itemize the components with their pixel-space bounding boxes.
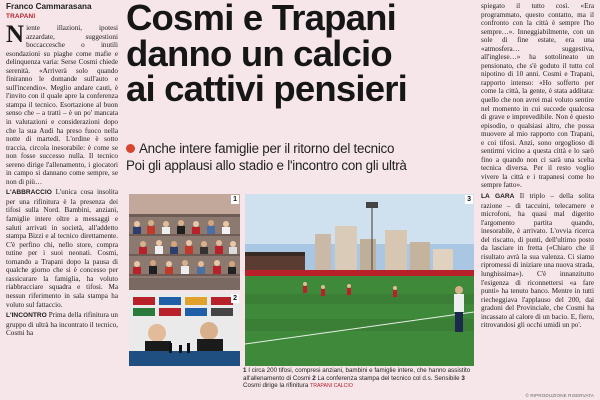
photo-number-3: 3 [467,196,471,203]
photo-caption: 1 I circa 200 tifosi, compresi anziani, bambini e famiglie intere, che hanno assistito all'allenamento di Cosmi 2 La conferenza stampa del tecnico col d.s. Sensibile 3 Cosmi dirige la rifinitura TRAPANI CALCIO [243,367,471,390]
left-column [6,2,118,398]
subheadline [126,141,476,174]
headline-line-3: ai cattivi pensieri [126,68,407,109]
paragraph-continued: spiegato il tutto così. «Era programmato, questo contatto, ma il confronto con la città è sempre l'ho sempre…». Inneggiabilmente, con un sole di fine estate, era una «atmosfera… suggestiva, all'inglese…» ha sottolineato un pensionato, che s'è goduto il tutto col nipotino di 10 anni. Cosmi e Trapani, rapporto intenso: «Ho sofferto per come la città, la gente, è stata additata: quello che non avrei mai voluto sentire nel momento in cui succede qualcosa di grave e imprevedibile. Non è questo episodio, o qualsiasi altro, che possa muovere al mio rapporto con Trapani, e coi tifosi. Anzi, sono orgoglioso di sentirmi vicino a questa città e lo sarò fino a quando non ci sarà una scelta tecnica diversa. Per il resto voglio vivere la città e i trapanesi come ho sempre fatto». [481,2,594,190]
press-conference-illustration [129,293,240,366]
section-label-gara: LA GARA [481,193,515,201]
paragraph-incontro: L'INCONTRO Prima della rifinitura un gruppo di ultrà ha incontrato il tecnico, Cosmi ha [6,311,118,338]
copyright-notice: © RIPRODUZIONE RISERVATA [525,393,594,398]
bullet-dot-icon [126,144,135,153]
photo-stadium-training [245,194,474,366]
article-body-right [481,2,594,330]
photo-press-conference [129,293,240,366]
photo-number-1: 1 [233,196,237,203]
paragraph-intro: Niente illazioni, ipotesi azzardate, suggestioni boccaccesche o inutili esondazioni su piaghe come mafie e delinquenza varia: Serse Cosmi chiede serenità. «Arriverà solo quando finiranno le domande sull'auto e sull'incendio». Meglio andare cauti, è l'invito con il quale apre la conferenza stampa il tecnico. Esortazione al buon senso che – a tratti – è un po' mancata in valutazioni e considerazioni dopo che la sua Audi ha preso fuoco nella notte di martedì. L'ordine è sotto traccia, circola inesorabile: è come se non fosse successo nulla. Il tecnico sereno dirige l'allenamento, i giocatori in campo si dannano come sempre, se non di più… [6,21,118,186]
section-label-abbraccio: L'ABBRACCIO [6,189,52,197]
author-byline: Franco Cammarasana [6,2,92,11]
subheadline-line-1: Anche intere famiglie per il ritorno del tecnico [126,141,476,158]
headline-line-2: danno un calcio [126,32,392,74]
article-body-left [6,21,118,338]
photo-credit: TRAPANI CALCIO [310,383,353,390]
photo-number-2: 2 [233,295,237,302]
headline [126,0,476,107]
dateline-location: TRAPANI [6,13,36,20]
section-label-incontro: L'INCONTRO [6,312,47,320]
paragraph-gara: LA GARA Il triplo – della solita razione – di taccuini, telecamere e microfoni, ha quasi mal digerito l'argomento partita quando, inesorabile, è arrivato. L'ovvia ricerca del riscatto, di punti, dell'ultimo posto da lasciare in fretta («Chiaro che il risultato avrà la sua valenza. Ci siamo ripromessi di iniziare una nuova strada, lunghissima»). C'è innanzitutto l'esigenza di riconnettersi «a fare punti» ha tenuto banco. Mentre in tutti riecheggiava l'applauso del 200, dai gradoni del Provinciale, che Cosmi ha incassato al calore di un bacio. E, fiero, ritrovandosi gli occhi umidi un po'. [481,192,594,330]
headline-line-1: Cosmi e Trapani [126,0,396,38]
right-column [481,2,594,398]
paragraph-abbraccio: L'ABBRACCIO L'unica cosa insolita per una rifinitura è la presenza dei tifosi sulla Nord. Bambini, anziani, famiglie intere oltre a messaggi e saluti arrivati in società, all'addetto stampa Bizzi e al tecnico direttamente. C'è perfino chi, nello store, compra tutine per i suoi neonati. Cosmi, tornando a Trapani dopo la pausa di qualche giorno che si è concesso per rassicurare la famiglia, ha voluto riabbracciare squadra e tifosi. Ma nessun riferimento in sala stampa ha voluto sul fattaccio. [6,188,118,309]
subheadline-line-2: Poi gli applausi allo stadio e l'incontro con gli ultrà [126,157,407,173]
fans-illustration [129,194,240,290]
drop-cap: N [6,21,25,48]
photo-fans-in-stands [129,194,240,290]
stadium-illustration [245,194,474,366]
